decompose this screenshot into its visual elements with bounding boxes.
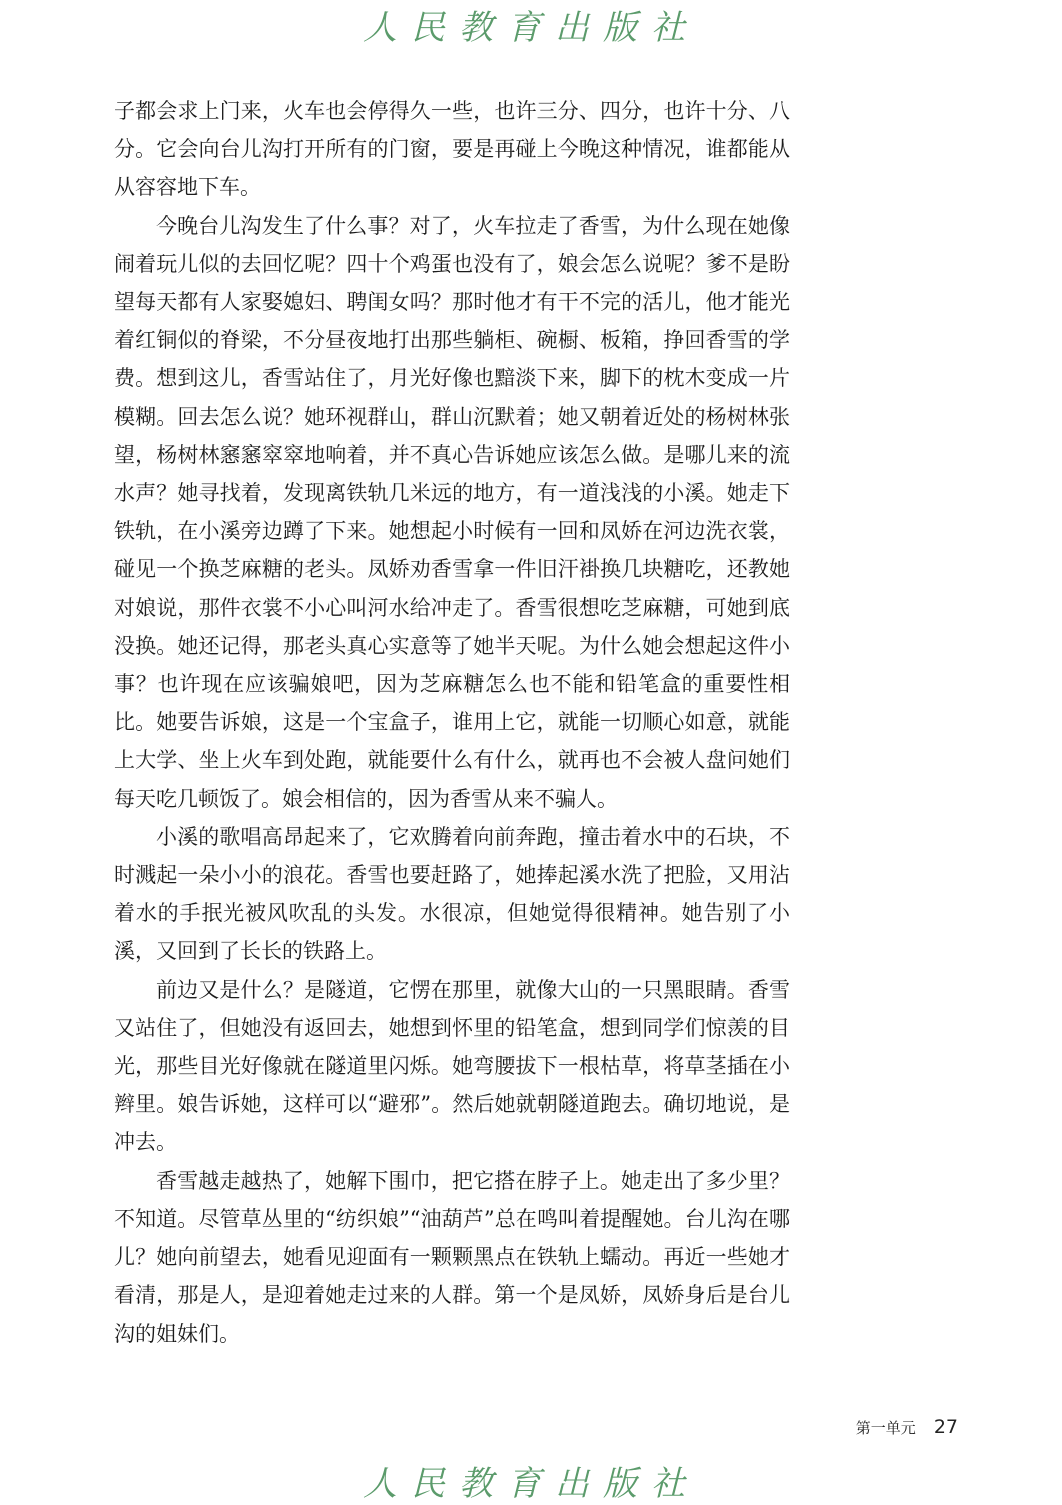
publisher-watermark-top: 人民教育出版社 bbox=[363, 8, 699, 48]
article-body bbox=[114, 92, 790, 1353]
paragraph-continued: 子都会求上门来，火车也会停得久一些，也许三分、四分，也许十分、八分。它会向台儿沟打开所有的门窗，要是再碰上今晚这种情况，谁都能从从容容地下车。 bbox=[114, 99, 790, 200]
publisher-watermark-bottom: 人民教育出版社 bbox=[363, 1464, 699, 1504]
paragraph: 香雪越走越热了，她解下围巾，把它搭在脖子上。她走出了多少里？不知道。尽管草丛里的“纺织娘”“油葫芦”总在鸣叫着提醒她。台儿沟在哪儿？她向前望去，她看见迎面有一颗颗黑点在铁轨上蠕动。再近一些她才看清，那是人，是迎着她走过来的人群。第一个是凤娇，凤娇身后是台儿沟的姐妹们。 bbox=[114, 1168, 790, 1346]
page-number: 27 bbox=[933, 1416, 958, 1438]
paragraph: 前边又是什么？是隧道，它愣在那里，就像大山的一只黑眼睛。香雪又站住了，但她没有返回去，她想到怀里的铅笔盒，想到同学们惊羡的目光，那些目光好像就在隧道里闪烁。她弯腰拔下一根枯草，将草茎插在小辫里。娘告诉她，这样可以“避邪”。然后她就朝隧道跑去。确切地说，是冲去。 bbox=[114, 977, 790, 1155]
page-footer bbox=[856, 1416, 958, 1438]
paragraph: 今晚台儿沟发生了什么事？对了，火车拉走了香雪，为什么现在她像闹着玩儿似的去回忆呢？四十个鸡蛋也没有了，娘会怎么说呢？爹不是盼望每天都有人家娶媳妇、聘闺女吗？那时他才有干不完的活儿，他才能光着红铜似的脊梁，不分昼夜地打出那些躺柜、碗橱、板箱，挣回香雪的学费。想到这儿，香雪站住了，月光好像也黯淡下来，脚下的枕木变成一片模糊。回去怎么说？她环视群山，群山沉默着；她又朝着近处的杨树林张望，杨树林窸窸窣窣地响着，并不真心告诉她应该怎么做。是哪儿来的流水声？她寻找着，发现离铁轨几米远的地方，有一道浅浅的小溪。她走下铁轨，在小溪旁边蹲了下来。她想起小时候有一回和凤娇在河边洗衣裳，碰见一个换芝麻糖的老头。凤娇劝香雪拿一件旧汗褂换几块糖吃，还教她对娘说，那件衣裳不小心叫河水给冲走了。香雪很想吃芝麻糖，可她到底没换。她还记得，那老头真心实意等了她半天呢。为什么她会想起这件小事？也许现在应该骗娘吧，因为芝麻糖怎么也不能和铅笔盒的重要性相比。她要告诉娘，这是一个宝盒子，谁用上它，就能一切顺心如意，就能上大学、坐上火车到处跑，就能要什么有什么，就再也不会被人盘问她们每天吃几顿饭了。娘会相信的，因为香雪从来不骗人。 bbox=[114, 213, 790, 811]
unit-label: 第一单元 bbox=[855, 1419, 916, 1437]
paragraph: 小溪的歌唱高昂起来了，它欢腾着向前奔跑，撞击着水中的石块，不时溅起一朵小小的浪花。香雪也要赶路了，她捧起溪水洗了把脸，又用沾着水的手抿光被风吹乱的头发。水很凉，但她觉得很精神。她告别了小溪，又回到了长长的铁路上。 bbox=[114, 824, 790, 964]
